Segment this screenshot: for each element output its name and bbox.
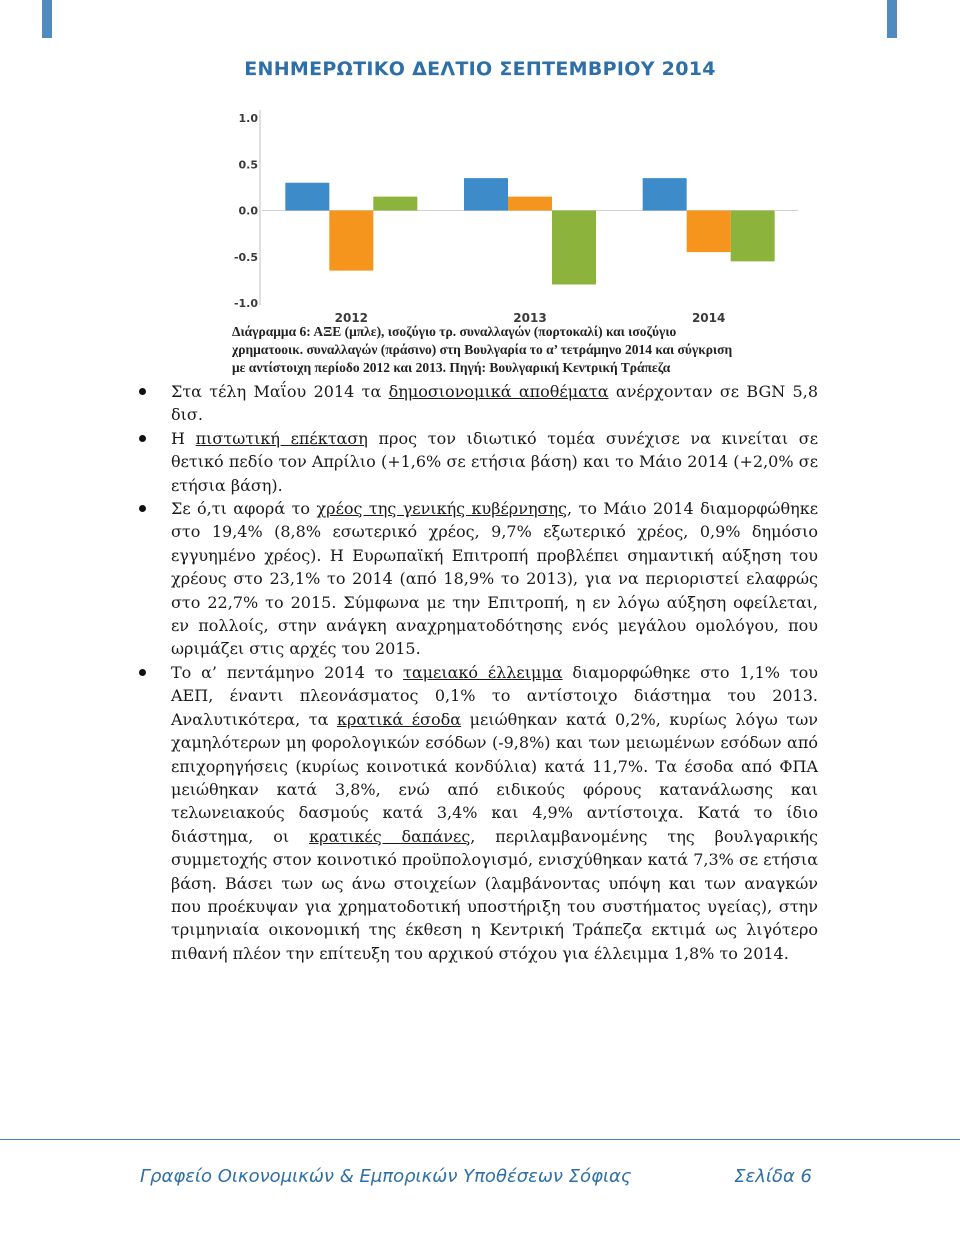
chart-bar bbox=[373, 197, 417, 211]
term-cash-deficit: ταμειακό έλλειμμα bbox=[402, 662, 563, 682]
chart-bar bbox=[552, 211, 596, 285]
x-category-label: 2014 bbox=[691, 311, 726, 325]
y-axis-ticks bbox=[234, 112, 258, 310]
y-tick-label: -0.5 bbox=[233, 250, 258, 264]
caption-line: με αντίστοιχη περίοδο 2012 και 2013. Πηγή: Βουλγαρική Κεντρική Τράπεζα bbox=[232, 360, 671, 375]
footer-office: Γραφείο Οικονομικών & Εμπορικών Υποθέσεων Σόφιας bbox=[140, 1166, 632, 1187]
chart-bar bbox=[285, 183, 329, 211]
chart-bar bbox=[464, 178, 508, 210]
page-header-title: ΕΝΗΜΕΡΩΤΙΚΟ ΔΕΛΤΙΟ ΣΕΠΤΕΜΒΡΙΟΥ 2014 bbox=[244, 58, 716, 80]
chart-bars bbox=[262, 178, 798, 284]
chart-bar bbox=[329, 211, 373, 271]
y-tick-label: 0.0 bbox=[238, 204, 258, 218]
header-accent-left bbox=[42, 0, 52, 38]
bullet-dot bbox=[139, 669, 146, 676]
bullet-item: Η πιστωτική επέκταση προς τον ιδιωτικό τομέα συνέχισε να κινείται σε θετικό πεδίο τον Απρίλιο (+1,6% σε ετήσια βάση) και το Μάιο 2014 (+2,0% σε ετήσια βάση). bbox=[138, 427, 818, 497]
bullet-item: Το α’ πεντάμηνο 2014 το ταμειακό έλλειμμα διαμορφώθηκε στο 1,1% του ΑΕΠ, έναντι πλεονάσματος 0,1% το αντίστοιχο διάστημα του 2013. Αναλυτικότερα, τα κρατικά έσοδα μειώθηκαν κατά 0,2%, κυρίως λόγω των χαμηλότερων μη φορολογικών εσόδων (-9,8%) και των μειωμένων εσόδων από επιχορηγήσεις (κυρίως κοινοτικά κονδύλια) κατά 11,7%. Τα έσοδα από ΦΠΑ μειώθηκαν κατά 3,8%, ενώ από ειδικούς φόρους κατανάλωσης και τελωνειακούς δασμούς κατά 3,4% και 4,9% αντίστοιχα. Κατά το ίδιο διάστημα, οι κρατικές δαπάνες, περιλαμβανομένης της βουλγαρικής συμμετοχής στον κοινοτικό προϋπολογισμό, ενισχύθηκαν κατά 7,3% σε ετήσια βάση. Βάσει των ως άνω στοιχείων (λαμβάνοντας υπόψη και των αναγκών που προέκυψαν για χρηματοδοτική υποστήριξη του συστήματος υγείας), στην τριμηνιαία οικονομική της έκθεση η Κεντρική Τράπεζα εκτιμά ως λιγότερο πιθανή πλέον την επίτευξη του αρχικού στόχου για έλλειμμα 1,8% το 2014. bbox=[138, 661, 818, 965]
bullet-item: Σε ό,τι αφορά το χρέος της γενικής κυβέρνησης, το Μάιο 2014 διαμορφώθηκε στο 19,4% (8,8% εσωτερικό χρέος, 9,7% εξωτερικό χρέος, 0,9% δημόσιο εγγυημένο χρέος). Η Ευρωπαϊκή Επιτροπή προβλέπει σημαντική αύξηση του χρέους στο 23,1% το 2014 (από 18,9% το 2013), για να περιοριστεί ελαφρώς στο 22,7% το 2015. Σύμφωνα με την Επιτροπή, η εν λόγω αύξηση οφείλεται, εν πολλοίς, στην ανάγκη αναχρηματοδότησης ενός μεγάλου ομολόγου, που ωριμάζει στις αρχές του 2015. bbox=[138, 497, 818, 661]
chart-bar bbox=[687, 211, 731, 253]
term-credit-expansion: πιστωτική επέκταση bbox=[195, 428, 368, 448]
header-accent-right bbox=[887, 0, 897, 38]
y-tick-label: 1.0 bbox=[238, 112, 258, 125]
bar-chart bbox=[200, 100, 820, 325]
footer-divider bbox=[0, 1139, 960, 1140]
bullet-dot bbox=[139, 435, 146, 442]
chart-bar bbox=[731, 211, 775, 262]
chart-caption bbox=[232, 323, 817, 377]
term-fiscal-reserves: δημοσιονομικά αποθέματα bbox=[388, 382, 609, 401]
term-state-revenue: κρατικά έσοδα bbox=[337, 709, 462, 729]
term-state-expenditure: κρατικές δαπάνες bbox=[309, 826, 471, 846]
bullet-dot bbox=[139, 388, 146, 395]
y-tick-label: 0.5 bbox=[238, 158, 258, 172]
term-government-debt: χρέος της γενικής κυβέρνησης bbox=[316, 499, 567, 519]
x-category-label: 2013 bbox=[513, 311, 547, 325]
bullet-dot bbox=[139, 505, 146, 512]
x-category-label: 2012 bbox=[334, 311, 369, 325]
caption-line: χρηματοοικ. συναλλαγών (πράσινο) στη Βουλγαρία το α’ τετράμηνο 2014 και σύγκριση bbox=[232, 342, 733, 357]
caption-line: Διάγραμμα 6: ΑΞΕ (μπλε), ισοζύγιο τρ. συναλλαγών (πορτοκαλί) και ισοζύγιο bbox=[232, 324, 677, 339]
chart-bar bbox=[643, 178, 687, 210]
bullet-item: Στα τέλη Μαΐου 2014 τα δημοσιονομικά αποθέματα ανέρχονταν σε BGN 5,8 δισ. bbox=[138, 380, 818, 427]
footer-page-number: Σελίδα 6 bbox=[734, 1166, 812, 1187]
y-tick-label: -1.0 bbox=[233, 297, 258, 310]
bullet-list bbox=[138, 380, 818, 965]
chart-bar bbox=[508, 197, 552, 211]
